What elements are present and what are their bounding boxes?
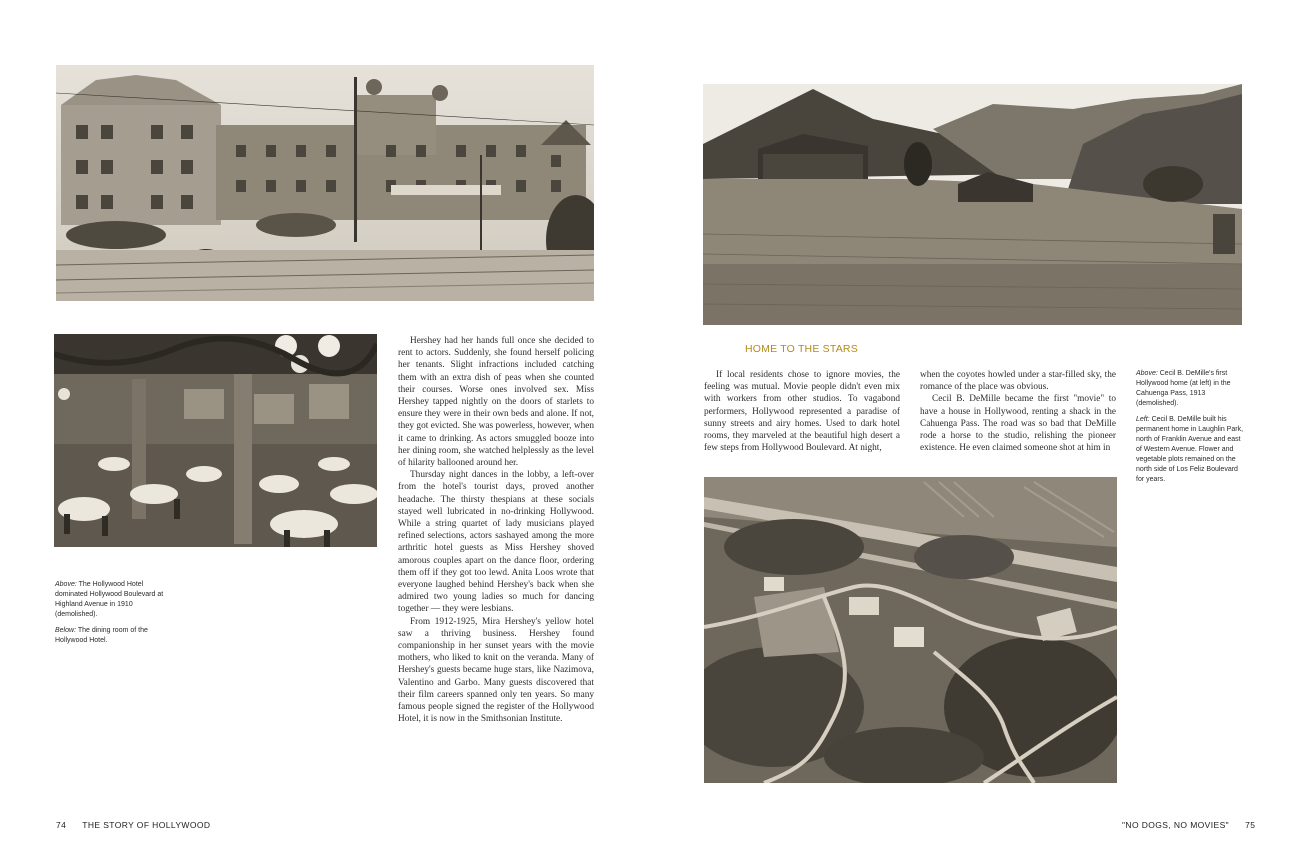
body-paragraph: Thursday night dances in the lobby, a left-over from the hotel's tourist days, proved another headache. The thirsty thespians at these socials stayed well lubricated in no-drinking Hollywood. While a string quartet of lady musicians played refined selections, actors sashayed among the more arthritic hotel guests as Miss Hershey shoved amorous couples apart on the dance floor, ordering them off if they got too lewd. Anita Loos wrote that everyone laughed behind Hershey's back when she admired two young ladies so much for dancing together — they were lesbians. xyxy=(398,470,594,615)
right-photo-caption xyxy=(1136,369,1244,491)
right-body-col-1 xyxy=(704,369,900,454)
caption-above-text: The Hollywood Hotel dominated Hollywood Boulevard at Highland Avenue in 1910 (demolished). xyxy=(55,581,164,618)
left-page-number: 74 xyxy=(56,820,67,830)
right-folio xyxy=(1122,820,1255,830)
caption-above xyxy=(1136,369,1244,409)
laughlin-park-aerial-photo xyxy=(704,477,1117,783)
caption-below-text: The dining room of the Hollywood Hotel. xyxy=(55,627,148,644)
left-photo-caption xyxy=(55,580,165,652)
left-running-head: THE STORY OF HOLLYWOOD xyxy=(82,820,211,830)
body-paragraph: when the coyotes howled under a star-filled sky, the romance of the place was obvious. xyxy=(920,370,1116,393)
section-heading: HOME TO THE STARS xyxy=(745,343,858,355)
right-page-number: 75 xyxy=(1245,820,1256,830)
demille-first-home-photo xyxy=(703,84,1242,325)
left-folio xyxy=(56,820,210,830)
body-paragraph: Cecil B. DeMille became the first "movie" to have a house in Hollywood, renting a shack in the Cahuenga Pass. The road was so bad that DeMille rode a horse to the studio, relishing the pioneer existence. He even claimed someone shot at him in xyxy=(920,394,1116,454)
hollywood-hotel-photo xyxy=(56,65,594,301)
body-paragraph: From 1912-1925, Mira Hershey's yellow hotel saw a thriving business. Hershey found companionship in her sunset years with the movie mothers, who liked to knit on the veranda. Many of Hershey's guests became huge stars, like Nazimova, Valentino and Garbo. Many guests discovered that their film careers spanned only ten years. So many famous people signed the register of the Hollywood Hotel, it is now in the Smithsonian Institute. xyxy=(398,616,594,725)
caption-above xyxy=(55,580,165,620)
caption-above-lead: Above: xyxy=(1136,370,1158,377)
right-running-head: "NO DOGS, NO MOVIES" xyxy=(1122,820,1230,830)
right-body-col-2 xyxy=(920,369,1116,454)
body-paragraph: If local residents chose to ignore movies, the feeling was mutual. Movie people didn't even mix with workers from other studios. To vagabond performers, Hollywood represented a paradise of sunny streets and airy homes. Used to dark hotel rooms, they marveled at the beautiful high desert a few steps from Hollywood Boulevard. At night, xyxy=(704,370,900,454)
left-body-text xyxy=(398,335,594,726)
caption-left-lead: Left: xyxy=(1136,416,1150,423)
dining-room-photo xyxy=(54,334,377,547)
caption-above-text: Cecil B. DeMille's first Hollywood home (at left) in the Cahuenga Pass, 1913 (demolished). xyxy=(1136,370,1231,407)
caption-left xyxy=(1136,415,1244,485)
caption-left-text: Cecil B. DeMille built his permanent home in Laughlin Park, north of Franklin Avenue and east of Western Avenue. Flower and vegetable plots remained on the north side of Los Feliz Boulevard for years. xyxy=(1136,416,1244,483)
body-paragraph: Hershey had her hands full once she decided to rent to actors. Suddenly, she found herself policing her tenants. Slight infractions included catching them with an extra dish of peas when she counted their courses. Worse ones involved sex. Miss Hershey tapped nightly on the doors of starlets to ensure they were in their own beds and alone. If not, they got evicted. She was powerless, however, when it came to drinking. As actors smuggled booze into her dining room, she watched helplessly as the level of hilarity ballooned around her. xyxy=(398,336,594,469)
caption-below-lead: Below: xyxy=(55,627,77,634)
caption-above-lead: Above: xyxy=(55,581,77,588)
caption-below xyxy=(55,626,165,646)
